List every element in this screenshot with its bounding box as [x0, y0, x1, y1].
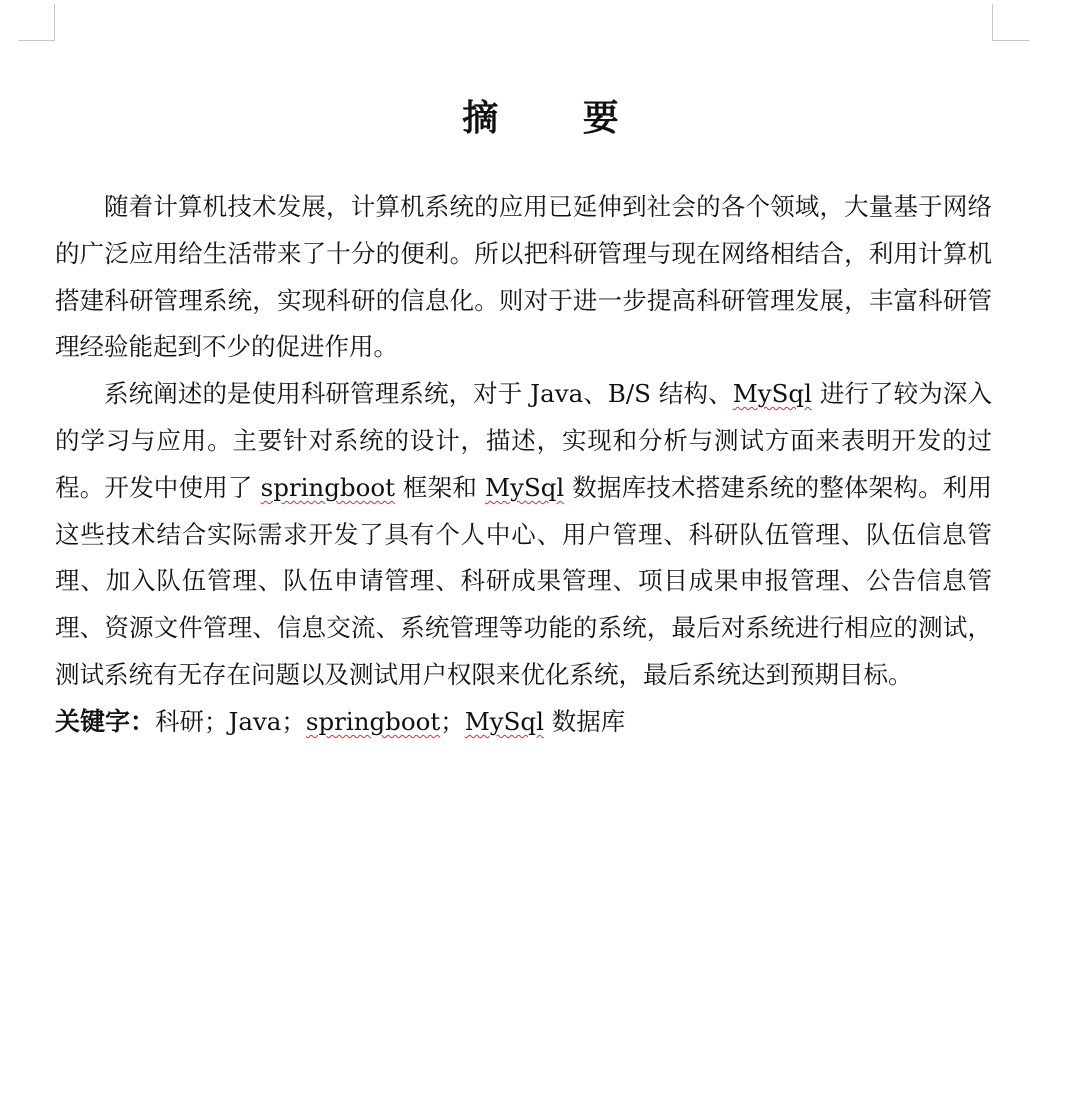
abstract-body — [55, 184, 992, 746]
keyword-text-run: 科研；Java； — [155, 706, 306, 736]
spellcheck-flagged-word: MySql — [732, 379, 812, 409]
keywords-label: 关键字： — [55, 706, 156, 736]
page-corner-mark-top-left — [18, 4, 55, 41]
paragraph-text-run: 随着计算机技术发展，计算机系统的应用已延伸到社会的各个领域，大量基于网络的广泛应用给生活带来了十分的便利。所以把科研管理与现在网络相结合，利用计算机搭建科研管理系统，实现科研的信息化。则对于进一步提高科研管理发展，丰富科研管理经验能起到不少的促进作用。 — [55, 192, 992, 362]
keywords-list — [155, 707, 625, 736]
spellcheck-flagged-word: MySql — [464, 706, 544, 736]
spellcheck-flagged-word: springboot — [260, 472, 395, 502]
spellcheck-flagged-word: springboot — [305, 706, 441, 736]
keyword-text-run: 数据库 — [543, 706, 626, 736]
keywords-line[interactable] — [55, 699, 992, 746]
spellcheck-flagged-word: MySql — [485, 472, 565, 502]
abstract-paragraph[interactable] — [55, 184, 992, 371]
paragraph-text-run: 系统阐述的是使用科研管理系统，对于 Java、B/S 结构、 — [104, 379, 733, 409]
page-corner-mark-top-right — [992, 4, 1029, 41]
abstract-paragraph[interactable] — [55, 371, 992, 699]
keyword-text-run: ； — [440, 706, 465, 736]
paragraph-text-run: 数据库技术搭建系统的整体架构。利用这些技术结合实际需求开发了具有个人中心、用户管理、科研队伍管理、队伍信息管理、加入队伍管理、队伍申请管理、科研成果管理、项目成果申报管理、公告信息管理、资源文件管理、信息交流、系统管理等功能的系统，最后对系统进行相应的测试，测试系统有无存在问题以及测试用户权限来优化系统，最后系统达到预期目标。 — [55, 472, 992, 689]
abstract-title: 摘 要 — [462, 98, 655, 139]
paragraph-text-run: 框架和 — [394, 472, 486, 502]
paragraph-text-run: 进行了较为深入的学习与应用。主要针对系统的设计，描述，实现和分析与测试方面来表明开发的过程。开发中使用了 — [55, 379, 992, 502]
